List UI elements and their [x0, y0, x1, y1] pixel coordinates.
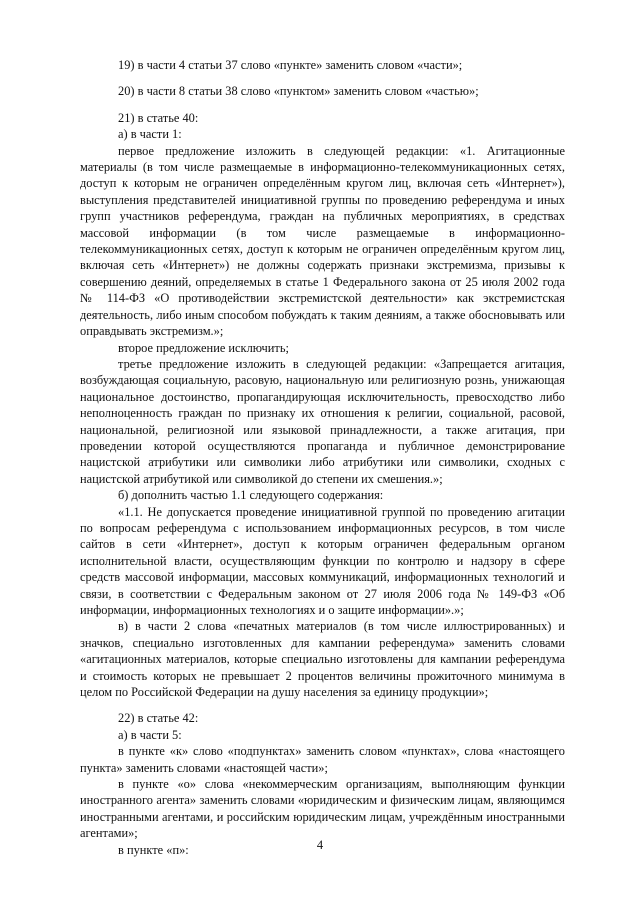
paragraph-item-20: 20) в части 8 статьи 38 слово «пунктом» заменить словом «частью»;: [118, 84, 479, 99]
paragraph-part-1-1: «1.1. Не допускается проведение инициативной группой по проведению агитации по вопросам референдума с использованием информационных ресурсов, в том числе сайтов в сети «Интернет», доступ к которым ограничен федеральным органом исполнительной власти, осуществляющим функции по контролю и надзору в сфере средств массовой информации, массовых коммуникаций, информационных технологий и связи, в соответствии с Федеральным законом от 27 июля 2006 года № 149-ФЗ «Об информации, информационных технологиях и о защите информации».»;: [80, 504, 565, 617]
document-body: [80, 57, 565, 858]
paragraph-part-5: а) в части 5:: [118, 727, 182, 742]
paragraph-subitem-v: в) в части 2 слова «печатных материалов (в том числе иллюстрированных) и значков, специально изготовленных для кампании референдума» заменить словами «агитационных материалов, которые специально изготовлены для кампании референдума и стоимость которых не превышает 2 процентов величины прожиточного минимума в целом по Российской Федерации на душу населения за единицу продукции»;: [80, 619, 565, 700]
paragraph-point-o: в пункте «о» слова «некоммерческим организациям, выполняющим функции иностранного агента» заменить словами «юридическим и физическим лицам, являющимся иностранными агентами, и российским юридическим лицам, учреждённым иностранными агентами»;: [80, 777, 565, 841]
paragraph-item-21: 21) в статье 40:: [118, 110, 199, 125]
paragraph-point-p: в пункте «п»:: [118, 842, 189, 857]
paragraph-third-sentence: третье предложение изложить в следующей редакции: «Запрещается агитация, возбуждающая социальную, расовую, национальную или религиозную рознь, унижающая национальное достоинство, пропагандирующая исключительность, превосходство либо неполноценность граждан по признаку их отношения к религии, социальной, расовой, национальной, религиозной или языковой принадлежности, а также агитация, при проведении которой осуществляются пропаганда и публичное демонстрирование нацистской атрибутики или символики либо атрибутики или символики, сходных с нацистской атрибутикой или символикой до степени их смешения.»;: [80, 356, 565, 486]
paragraph-item-22: 22) в статье 42:: [118, 711, 199, 726]
paragraph-item-19: 19) в части 4 статьи 37 слово «пункте» заменить словом «части»;: [118, 58, 463, 72]
paragraph-point-k: в пункте «к» слово «подпунктах» заменить словом «пунктах», слова «настоящего пункта» заменить словами «настоящей части»;: [80, 744, 565, 775]
paragraph-first-sentence: первое предложение изложить в следующей редакции: «1. Агитационные материалы (в том числе размещаемые в информационно-телекоммуникационных сетях, доступ к которым не ограничен определённым кругом лиц, включая сеть «Интернет»), выступления представителей инициативной группы по проведению референдума и иных групп участников референдума, граждан на публичных мероприятиях, в средствах массовой информации (в том числе размещаемые в информационно-телекоммуникационных сетях, доступ к которым не ограничен определённым кругом лиц, включая сеть «Интернет») не должны содержать признаки экстремизма, призывы к совершению деяний, определяемых в статье 1 Федерального закона от 25 июля 2002 года № 114-ФЗ «О противодействии экстремистской деятельности» как экстремистская деятельность, либо иным способом побуждать к таким деяниям, а также обосновывать или оправдывать экстремизм.»;: [80, 143, 565, 339]
paragraph-subitem-b: б) дополнить частью 1.1 следующего содержания:: [118, 488, 384, 503]
page-number: 4: [316, 838, 324, 852]
paragraph-second-sentence: второе предложение исключить;: [118, 340, 289, 355]
paragraph-subitem-a: а) в части 1:: [118, 127, 182, 142]
